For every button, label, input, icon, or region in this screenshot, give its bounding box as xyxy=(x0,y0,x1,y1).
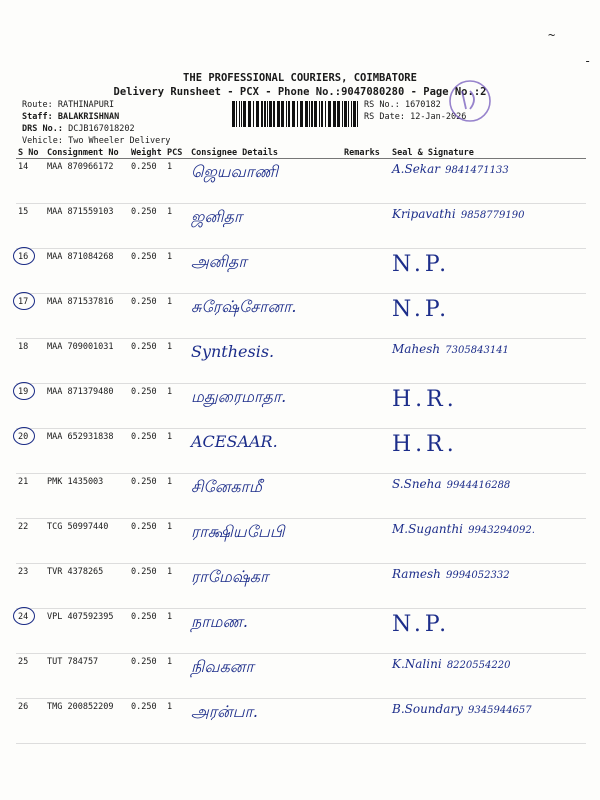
stamp-mark xyxy=(440,75,496,131)
corner-mark: ~ xyxy=(548,28,556,42)
barcode-bar xyxy=(281,101,284,127)
receiver-phone: 9943294092. xyxy=(468,525,535,536)
barcode-bar xyxy=(273,101,275,127)
table-row xyxy=(16,654,586,699)
consignee-details: ACESAAR. xyxy=(189,429,342,474)
barcode-bar xyxy=(314,101,317,127)
pieces: 1 xyxy=(165,159,189,204)
route-line: Route: RATHINAPURI xyxy=(22,100,115,110)
weight: 0.250 xyxy=(129,249,165,294)
consignment-number: MAA 871084268 xyxy=(45,249,129,294)
barcode-bar xyxy=(286,101,287,127)
weight: 0.250 xyxy=(129,564,165,609)
signature: Mahesh xyxy=(392,342,441,356)
consignment-number: TCG 50997440 xyxy=(45,519,129,564)
remarks xyxy=(342,429,390,474)
seal-signature xyxy=(390,384,586,429)
barcode-bar xyxy=(344,101,347,127)
barcode-bar xyxy=(297,101,298,127)
remarks xyxy=(342,249,390,294)
consignee-details: நிவகனா xyxy=(189,654,342,699)
remarks xyxy=(342,294,390,339)
corner-mark: - xyxy=(584,54,592,68)
consignee-details: சுரேஷ்சோனா. xyxy=(189,294,342,339)
remarks xyxy=(342,564,390,609)
signature: S.Sneha xyxy=(392,477,442,491)
receiver-phone: 9858779190 xyxy=(460,210,525,221)
remarks xyxy=(342,609,390,654)
rs-number: RS No.: 1670182 xyxy=(364,100,441,110)
signature: M.Suganthi xyxy=(392,522,464,536)
table-row xyxy=(16,474,586,519)
column-header: Consignee Details xyxy=(189,147,342,159)
seal-signature xyxy=(390,159,586,204)
barcode-bar xyxy=(269,101,272,127)
remarks xyxy=(342,699,390,744)
barcode-bar xyxy=(353,101,356,127)
serial-number: 15 xyxy=(16,204,45,249)
table-row xyxy=(16,249,586,294)
seal-signature xyxy=(390,474,586,519)
barcode-bar xyxy=(277,101,280,127)
weight: 0.250 xyxy=(129,159,165,204)
table-header xyxy=(16,147,586,159)
barcode-bar xyxy=(357,101,358,127)
pieces: 1 xyxy=(165,249,189,294)
weight: 0.250 xyxy=(129,204,165,249)
remarks xyxy=(342,204,390,249)
consignment-number: MAA 870966172 xyxy=(45,159,129,204)
pieces: 1 xyxy=(165,294,189,339)
weight: 0.250 xyxy=(129,384,165,429)
weight: 0.250 xyxy=(129,474,165,519)
barcode-bar xyxy=(288,101,290,127)
serial-number: 22 xyxy=(16,519,45,564)
receiver-phone: 7305843141 xyxy=(445,345,509,356)
barcode-bar xyxy=(321,101,323,127)
consignee-details: நாமண. xyxy=(189,609,342,654)
pieces: 1 xyxy=(165,519,189,564)
barcode-bar xyxy=(319,101,320,127)
rs-date: RS Date: 12-Jan-2026 xyxy=(364,112,467,122)
remarks xyxy=(342,339,390,384)
table-row xyxy=(16,339,586,384)
barcode-bar xyxy=(248,101,251,127)
barcode-bar xyxy=(305,101,308,127)
table-row xyxy=(16,699,586,744)
signature: A.Sekar xyxy=(392,162,440,176)
consignment-number: MAA 871559103 xyxy=(45,204,129,249)
barcode-bar xyxy=(236,101,237,127)
barcode-bar xyxy=(261,101,263,127)
seal-signature xyxy=(390,564,586,609)
pieces: 1 xyxy=(165,204,189,249)
consignment-number: VPL 407592395 xyxy=(45,609,129,654)
barcode-bar xyxy=(351,101,352,127)
barcode-bar xyxy=(232,101,235,127)
serial-number: 18 xyxy=(16,339,45,384)
seal-signature xyxy=(390,339,586,384)
receiver-phone: 9841471133 xyxy=(445,165,509,176)
barcode-bar xyxy=(292,101,295,127)
receiver-phone: 9994052332 xyxy=(445,570,510,581)
consignment-number: TVR 4378265 xyxy=(45,564,129,609)
consignee-details: ராமேஷ்கா xyxy=(189,564,342,609)
serial-number: 21 xyxy=(16,474,45,519)
column-header: Weight xyxy=(129,147,165,159)
pieces: 1 xyxy=(165,429,189,474)
barcode-bar xyxy=(311,101,313,127)
pieces: 1 xyxy=(165,609,189,654)
consignee-details: அரன்பா. xyxy=(189,699,342,744)
remarks xyxy=(342,159,390,204)
pieces: 1 xyxy=(165,699,189,744)
pieces: 1 xyxy=(165,564,189,609)
signature: B.Soundary xyxy=(392,702,463,716)
seal-signature xyxy=(390,249,586,294)
table-row xyxy=(16,609,586,654)
column-header: Consignment No xyxy=(45,147,129,159)
serial-number: 25 xyxy=(16,654,45,699)
barcode-bar xyxy=(253,101,254,127)
consignment-number: MAA 652931838 xyxy=(45,429,129,474)
seal-signature xyxy=(390,519,586,564)
pieces: 1 xyxy=(165,339,189,384)
staff-line: Staff: BALAKRISHNAN xyxy=(22,112,120,122)
serial-number: 23 xyxy=(16,564,45,609)
serial-number: 17 xyxy=(16,294,45,339)
consignee-details: அனிதா xyxy=(189,249,342,294)
column-header: Remarks xyxy=(342,147,390,159)
barcode xyxy=(232,101,360,127)
consignee-details: ஜெயவாணி xyxy=(189,159,342,204)
weight: 0.250 xyxy=(129,429,165,474)
signature: Kripavathi xyxy=(392,207,456,221)
receiver-phone: 8220554220 xyxy=(446,660,511,671)
serial-number: 24 xyxy=(16,609,45,654)
serial-number: 26 xyxy=(16,699,45,744)
consignee-details: சினேகாமீ xyxy=(189,474,342,519)
table-row xyxy=(16,384,586,429)
serial-number: 16 xyxy=(16,249,45,294)
barcode-bar xyxy=(256,101,259,127)
consignee-details: ஜனிதா xyxy=(189,204,342,249)
signature: H.R. xyxy=(392,387,458,412)
consignee-details: மதுரைமாதா. xyxy=(189,384,342,429)
vehicle-line: Vehicle: Two Wheeler Delivery xyxy=(22,136,171,146)
signature: H.R. xyxy=(392,432,458,457)
consignee-details: Synthesis. xyxy=(189,339,342,384)
signature: N.P. xyxy=(392,252,451,277)
consignment-number: MAA 871379480 xyxy=(45,384,129,429)
remarks xyxy=(342,519,390,564)
weight: 0.250 xyxy=(129,609,165,654)
company-title: THE PROFESSIONAL COURIERS, COIMBATORE xyxy=(183,72,417,84)
signature: K.Nalini xyxy=(392,657,442,671)
seal-signature xyxy=(390,204,586,249)
drs-line: DRS No.: DCJB167018202 xyxy=(22,124,135,134)
remarks xyxy=(342,384,390,429)
barcode-bar xyxy=(264,101,266,127)
barcode-bar xyxy=(243,101,246,127)
consignment-number: TMG 200852209 xyxy=(45,699,129,744)
weight: 0.250 xyxy=(129,519,165,564)
barcode-bar xyxy=(328,101,331,127)
pieces: 1 xyxy=(165,384,189,429)
receiver-phone: 9944416288 xyxy=(446,480,511,491)
weight: 0.250 xyxy=(129,339,165,384)
weight: 0.250 xyxy=(129,699,165,744)
barcode-bar xyxy=(333,101,336,127)
signature: N.P. xyxy=(392,612,451,637)
serial-number: 19 xyxy=(16,384,45,429)
barcode-bar xyxy=(325,101,326,127)
pieces: 1 xyxy=(165,474,189,519)
table-row xyxy=(16,564,586,609)
signature: Ramesh xyxy=(392,567,441,581)
barcode-bar xyxy=(337,101,340,127)
table-row xyxy=(16,204,586,249)
barcode-bar xyxy=(342,101,343,127)
weight: 0.250 xyxy=(129,654,165,699)
barcode-bar xyxy=(267,101,268,127)
barcode-bar xyxy=(239,101,240,127)
table-row xyxy=(16,519,586,564)
column-header: Seal & Signature xyxy=(390,147,586,159)
consignment-number: MAA 709001031 xyxy=(45,339,129,384)
signature: N.P. xyxy=(392,297,451,322)
consignment-number: MAA 871537816 xyxy=(45,294,129,339)
serial-number: 20 xyxy=(16,429,45,474)
runsheet-subtitle: Delivery Runsheet - PCX - Phone No.:9047080280 - Page No.:2 xyxy=(113,86,487,98)
remarks xyxy=(342,654,390,699)
barcode-bar xyxy=(241,101,242,127)
barcode-bar xyxy=(348,101,349,127)
runsheet-table xyxy=(16,147,586,744)
seal-signature xyxy=(390,654,586,699)
table-row xyxy=(16,429,586,474)
column-header: S No xyxy=(16,147,45,159)
remarks xyxy=(342,474,390,519)
consignment-number: PMK 1435003 xyxy=(45,474,129,519)
seal-signature xyxy=(390,429,586,474)
consignment-number: TUT 784757 xyxy=(45,654,129,699)
receiver-phone: 9345944657 xyxy=(468,705,532,716)
weight: 0.250 xyxy=(129,294,165,339)
barcode-bar xyxy=(300,101,303,127)
consignee-details: ராக்ஷியபேபி xyxy=(189,519,342,564)
seal-signature xyxy=(390,294,586,339)
pieces: 1 xyxy=(165,654,189,699)
table-row xyxy=(16,294,586,339)
column-header: PCS xyxy=(165,147,189,159)
barcode-bar xyxy=(309,101,310,127)
seal-signature xyxy=(390,699,586,744)
serial-number: 14 xyxy=(16,159,45,204)
seal-signature xyxy=(390,609,586,654)
table-row xyxy=(16,159,586,204)
